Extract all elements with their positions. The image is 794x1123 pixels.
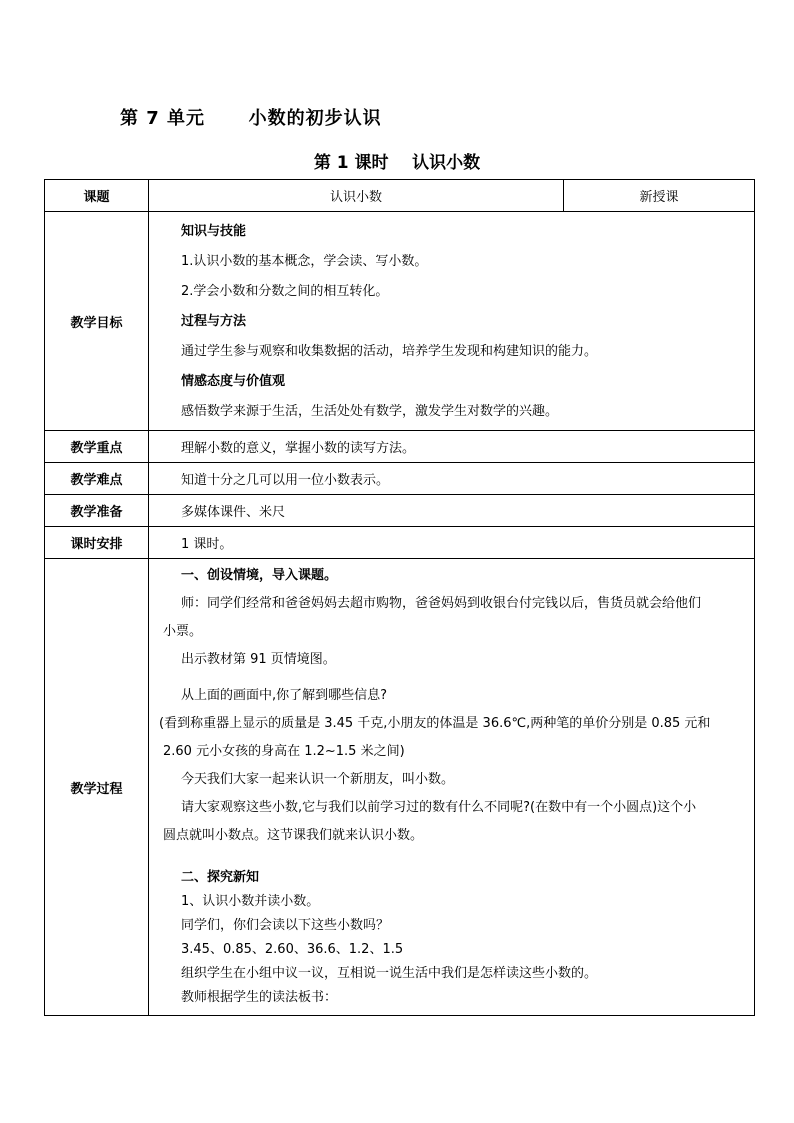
process-para-3: 从上面的画面中,你了解到哪些信息? <box>181 688 388 703</box>
process-para-6b: 圆点就叫小数点。这节课我们就来认识小数。 <box>163 828 424 843</box>
emotion-heading: 情感态度与价值观 <box>181 373 286 389</box>
preparation-text: 多媒体课件、米尺 <box>149 495 755 527</box>
goals-label: 教学目标 <box>45 212 149 431</box>
process-para-2: 出示教材第 91 页情境图。 <box>181 652 336 667</box>
knowledge-item-2: 2.学会小数和分数之间的相互转化。 <box>181 283 389 299</box>
process-method-heading: 过程与方法 <box>181 313 247 329</box>
key-points-label: 教学重点 <box>45 431 149 463</box>
topic-label: 课题 <box>45 180 149 212</box>
difficulties-label: 教学难点 <box>45 463 149 495</box>
process-para-5: 今天我们大家一起来认识一个新朋友，叫小数。 <box>181 772 455 787</box>
process-para-1b: 小票。 <box>163 624 203 639</box>
lesson-number: 第 1 课时 <box>313 153 389 173</box>
lesson-title <box>0 148 794 173</box>
topic-value: 认识小数 <box>149 180 564 212</box>
knowledge-item-1: 1.认识小数的基本概念，学会读、写小数。 <box>181 253 428 269</box>
process-method-text: 通过学生参与观察和收集数据的活动，培养学生发现和构建知识的能力。 <box>181 343 598 359</box>
process-para-1a: 师：同学们经常和爸爸妈妈去超市购物，爸爸妈妈到收银台付完钱以后，售货员就会给他们 <box>181 596 702 611</box>
header-row <box>45 180 755 212</box>
section-1-heading: 一、创设情境，导入课题。 <box>181 568 338 583</box>
section-2-heading: 二、探究新知 <box>181 870 260 885</box>
unit-title <box>120 104 382 130</box>
process-para-9: 3.45、0.85、2.60、36.6、1.2、1.5 <box>181 942 404 957</box>
process-label: 教学过程 <box>45 559 149 1016</box>
process-para-6a: 请大家观察这些小数,它与我们以前学习过的数有什么不同呢?(在数中有一个小圆点)这个小 <box>181 800 697 815</box>
process-row <box>45 559 755 1016</box>
goals-row <box>45 212 755 431</box>
preparation-row <box>45 495 755 527</box>
process-para-11: 教师根据学生的读法板书： <box>181 990 338 1005</box>
difficulties-text: 知道十分之几可以用一位小数表示。 <box>149 463 755 495</box>
process-para-8: 同学们，你们会读以下这些小数吗？ <box>181 918 390 933</box>
lesson-type: 新授课 <box>564 180 755 212</box>
schedule-label: 课时安排 <box>45 527 149 559</box>
goals-content <box>149 212 755 431</box>
key-points-text: 理解小数的意义，掌握小数的读写方法。 <box>149 431 755 463</box>
schedule-row <box>45 527 755 559</box>
process-para-4b: 2.60 元小女孩的身高在 1.2~1.5 米之间) <box>163 744 405 759</box>
unit-number: 第 7 单元 <box>120 108 206 129</box>
knowledge-heading: 知识与技能 <box>181 223 247 239</box>
key-points-row <box>45 431 755 463</box>
preparation-label: 教学准备 <box>45 495 149 527</box>
schedule-text: 1 课时。 <box>149 527 755 559</box>
emotion-text: 感悟数学来源于生活，生活处处有数学，激发学生对数学的兴趣。 <box>181 403 559 419</box>
lesson-plan-table <box>44 179 755 1016</box>
process-content <box>149 559 755 1016</box>
difficulties-row <box>45 463 755 495</box>
process-para-4a: (看到称重器上显示的质量是 3.45 千克,小朋友的体温是 36.6℃,两种笔的单价分别是 0.85 元和 <box>159 716 711 731</box>
lesson-name: 认识小数 <box>412 153 481 173</box>
process-para-7: 1、认识小数并读小数。 <box>181 894 320 909</box>
unit-name: 小数的初步认识 <box>248 108 382 129</box>
process-para-10: 组织学生在小组中议一议，互相说一说生活中我们是怎样读这些小数的。 <box>181 966 598 981</box>
